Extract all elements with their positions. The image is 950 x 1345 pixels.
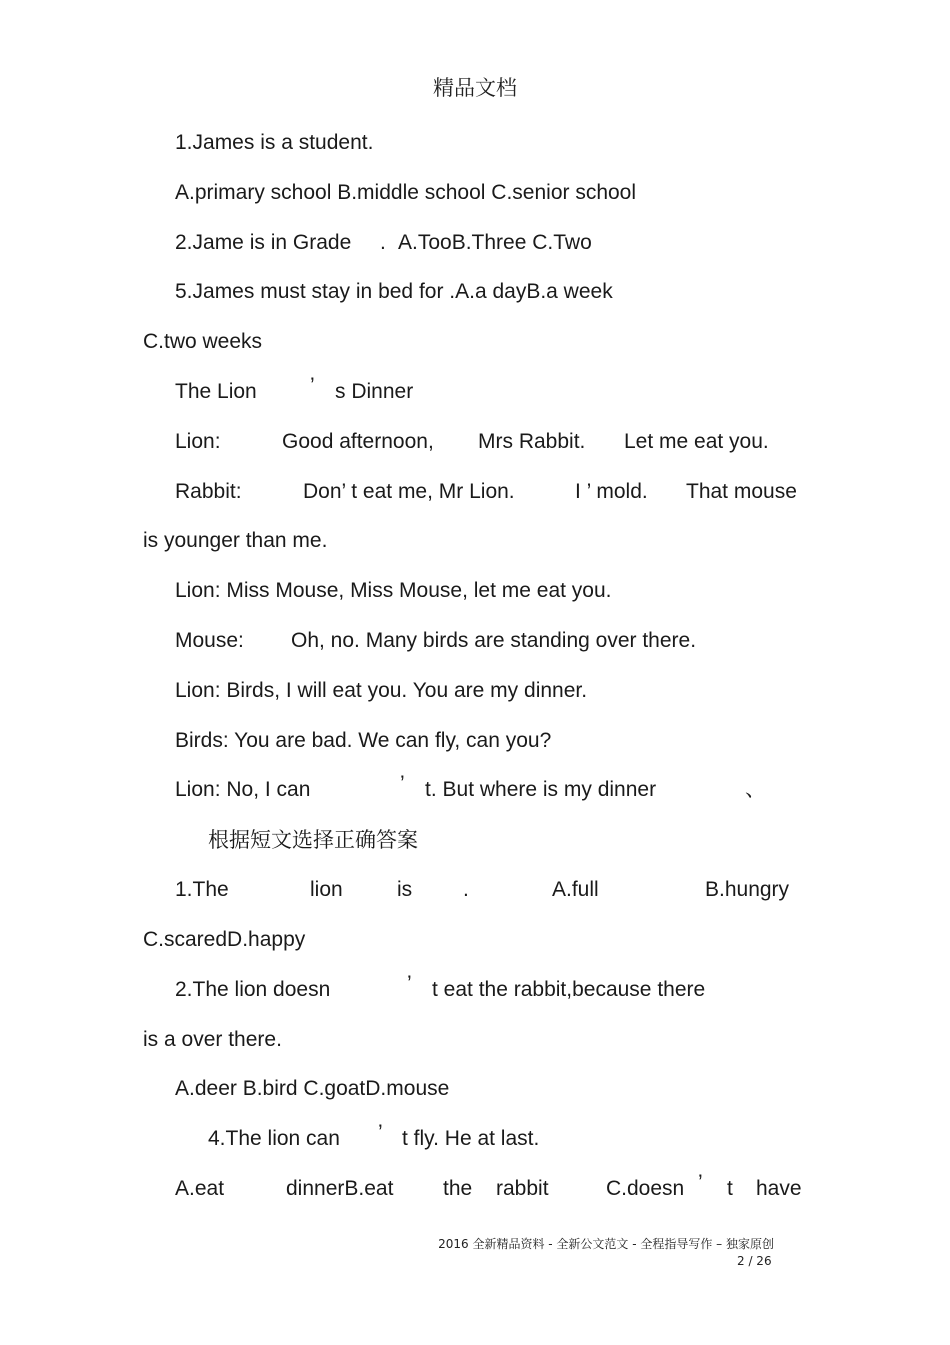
page-header: 精品文档 [433, 76, 517, 100]
page-footer: 2016 全新精品资料 - 全新公文范文 - 全程指导写作 – 独家原创 [438, 1237, 774, 1251]
page-number: 2 / 26 [737, 1254, 772, 1268]
